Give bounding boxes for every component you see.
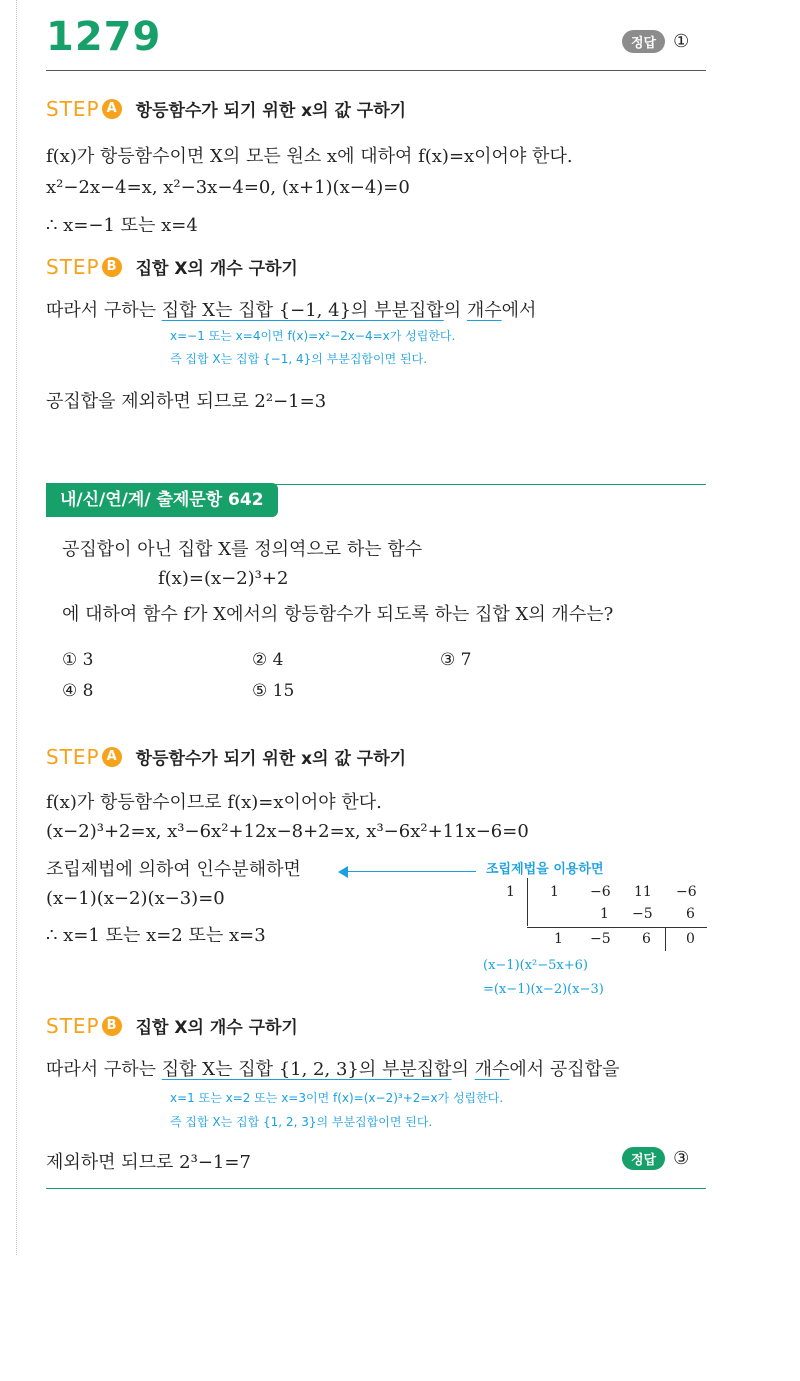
synthetic-horizontal-bar <box>527 927 707 928</box>
section-bottom-divider <box>46 1188 706 1189</box>
solution-line: 공집합을 제외하면 되므로 2²−1=3 <box>46 391 327 412</box>
underlined-segment: 집합 X는 집합 {1, 2, 3}의 부분집합 <box>161 1059 452 1080</box>
text-segment: 에서 공집합을 <box>509 1059 620 1080</box>
solution-line: f(x)가 항등함수이면 X의 모든 원소 x에 대하여 f(x)=x이어야 한다. <box>46 146 573 167</box>
step-b-heading <box>46 1013 298 1038</box>
question-line: 에 대하여 함수 f가 X에서의 항등함수가 되도록 하는 집합 X의 개수는? <box>62 604 614 625</box>
solution-line: 조립제법에 의하여 인수분해하면 <box>46 859 301 880</box>
text-segment: 의 <box>443 300 467 321</box>
synthetic-cell: 11 <box>634 884 652 900</box>
answer-bottom <box>622 1147 689 1170</box>
synthetic-expression: (x−1)(x²−5x+6) <box>483 958 588 973</box>
solution-line: (x−1)(x−2)(x−3)=0 <box>46 888 225 909</box>
synthetic-expression: =(x−1)(x−2)(x−3) <box>483 982 604 997</box>
answer-value: ③ <box>673 1148 690 1169</box>
synthetic-cell: 1 <box>600 906 609 922</box>
step-tag: STEP <box>46 1013 100 1038</box>
solution-line: (x−2)³+2=x, x³−6x²+12x−8+2=x, x³−6x²+11x−6=0 <box>46 821 529 842</box>
question-formula: f(x)=(x−2)³+2 <box>158 568 289 589</box>
explanation-note: 즉 집합 X는 집합 {1, 2, 3}의 부분집합이면 된다. <box>170 1115 433 1129</box>
solution-line: ∴ x=−1 또는 x=4 <box>46 215 198 236</box>
explanation-note: x=1 또는 x=2 또는 x=3이면 f(x)=(x−2)³+2=x가 성립한다. <box>170 1091 504 1105</box>
synthetic-cell: 0 <box>686 931 695 947</box>
text-segment: 따라서 구하는 <box>46 1059 162 1080</box>
solution-line-underlined <box>46 296 536 322</box>
question-line: 공집합이 아닌 집합 X를 정의역으로 하는 함수 <box>62 539 423 560</box>
text-segment: 에서 <box>501 300 537 321</box>
step-letter-badge: A <box>102 99 122 119</box>
step-letter-badge: B <box>102 257 122 277</box>
choice-3: ③ 7 <box>440 650 472 670</box>
step-title: 집합 X의 개수 구하기 <box>135 259 298 279</box>
choice-1: ① 3 <box>62 650 94 670</box>
synthetic-cell: 1 <box>550 884 559 900</box>
step-tag: STEP <box>46 744 100 769</box>
underlined-segment: 집합 X는 집합 {−1, 4}의 부분집합 <box>161 300 444 321</box>
step-title: 항등함수가 되기 위한 x의 값 구하기 <box>135 101 407 121</box>
step-title: 집합 X의 개수 구하기 <box>135 1018 298 1038</box>
synthetic-cell: −5 <box>590 931 611 947</box>
arrow-left-icon <box>338 866 476 878</box>
synthetic-cell: 6 <box>642 931 651 947</box>
solution-line: ∴ x=1 또는 x=2 또는 x=3 <box>46 925 266 946</box>
header-divider <box>46 70 706 71</box>
choice-4: ④ 8 <box>62 681 94 701</box>
synthetic-division-label: 조립제법을 이용하면 <box>486 862 604 877</box>
answer-badge: 정답 <box>622 30 665 53</box>
step-tag: STEP <box>46 96 100 121</box>
step-letter-badge: B <box>102 1016 122 1036</box>
explanation-note: 즉 집합 X는 집합 {−1, 4}의 부분집합이면 된다. <box>170 352 428 366</box>
synthetic-cell: 1 <box>554 931 563 947</box>
margin-dotted-line <box>16 0 17 1255</box>
step-tag: STEP <box>46 254 100 279</box>
solution-line: f(x)가 항등함수이므로 f(x)=x이어야 한다. <box>46 792 382 813</box>
answer-top <box>622 30 689 53</box>
problem-number: 1279 <box>46 14 162 60</box>
step-a-heading <box>46 96 406 121</box>
solution-line-underlined <box>46 1055 619 1081</box>
step-b-heading <box>46 254 298 279</box>
step-letter-badge: A <box>102 747 122 767</box>
step-title: 항등함수가 되기 위한 x의 값 구하기 <box>135 749 407 769</box>
choice-2: ② 4 <box>252 650 284 670</box>
synthetic-remainder-bar <box>665 927 666 951</box>
explanation-note: x=−1 또는 x=4이면 f(x)=x²−2x−4=x가 성립한다. <box>170 329 456 343</box>
step-a-heading <box>46 744 406 769</box>
related-problem-banner: 내/신/연/계/ 출제문항 642 <box>46 483 278 517</box>
synthetic-divisor: 1 <box>506 884 515 900</box>
answer-badge: 정답 <box>622 1147 665 1170</box>
underlined-segment: 개수 <box>466 300 502 321</box>
synthetic-cell: −6 <box>590 884 611 900</box>
synthetic-cell: −5 <box>632 906 653 922</box>
solution-line: 제외하면 되므로 2³−1=7 <box>46 1152 251 1173</box>
choice-5: ⑤ 15 <box>252 681 295 701</box>
synthetic-vertical-bar <box>527 878 528 926</box>
solution-line: x²−2x−4=x, x²−3x−4=0, (x+1)(x−4)=0 <box>46 177 410 198</box>
text-segment: 따라서 구하는 <box>46 300 162 321</box>
answer-value: ① <box>673 31 690 52</box>
synthetic-cell: 6 <box>686 906 695 922</box>
text-segment: 의 <box>451 1059 475 1080</box>
underlined-segment: 개수 <box>474 1059 510 1080</box>
synthetic-cell: −6 <box>676 884 697 900</box>
